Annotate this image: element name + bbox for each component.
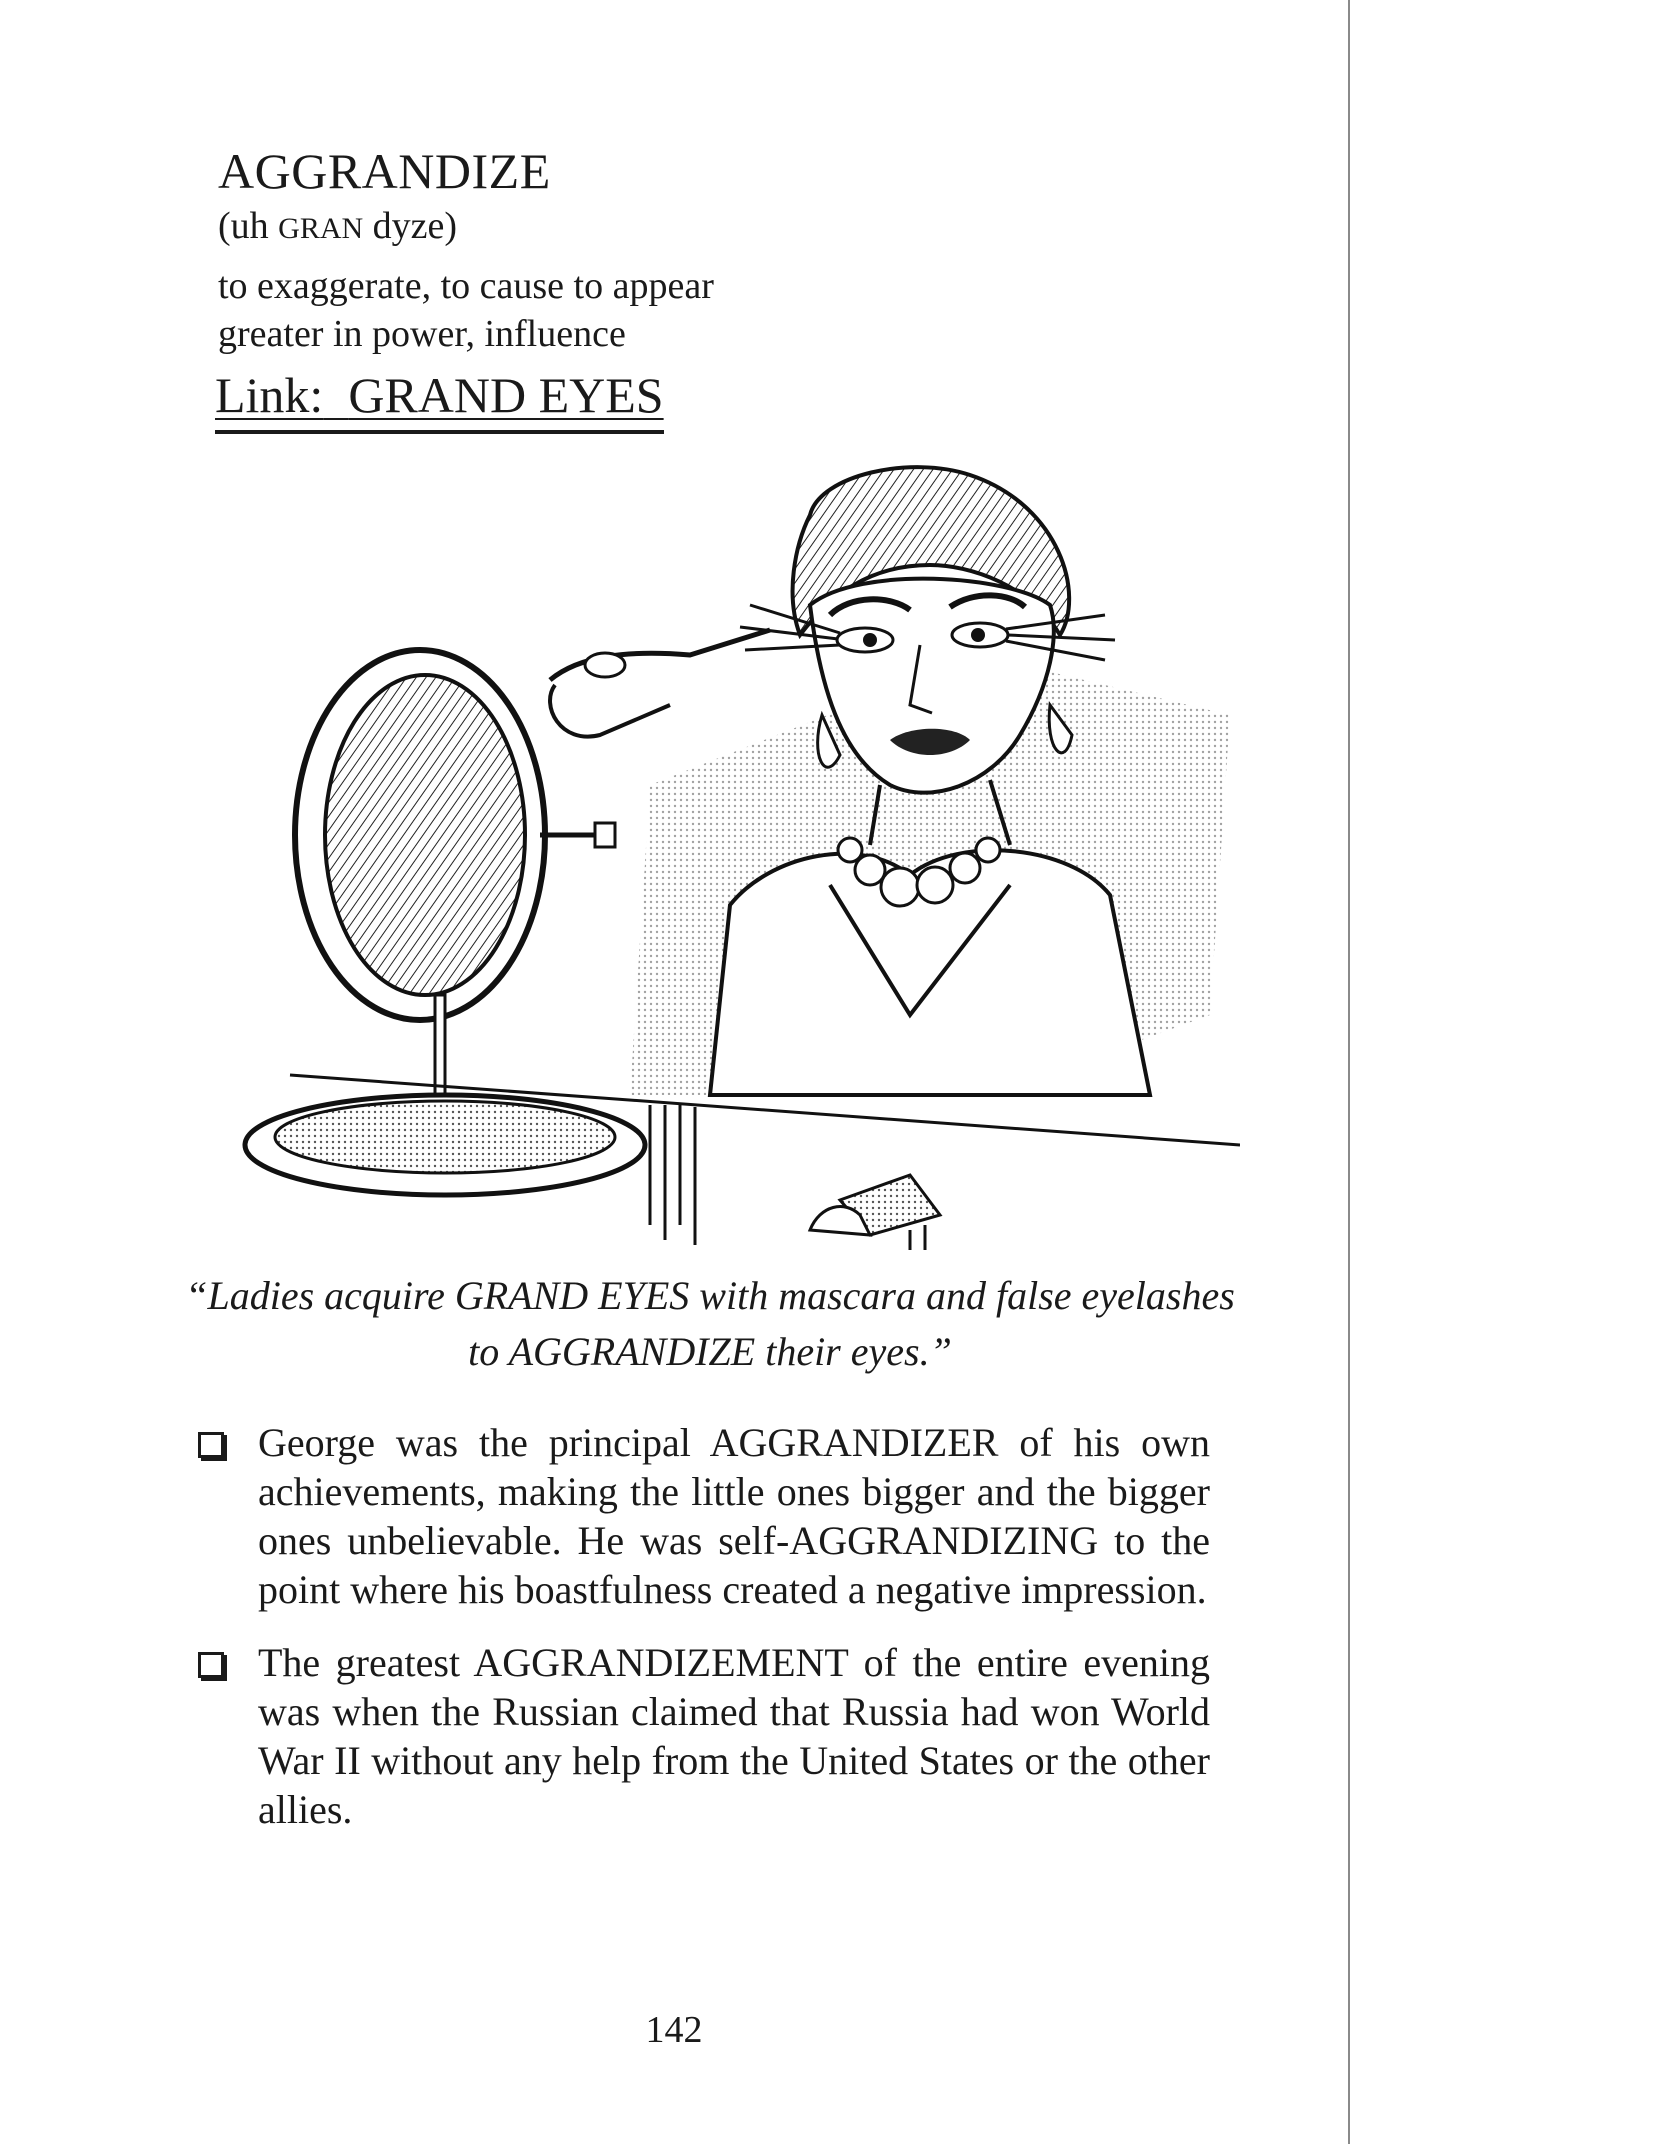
- checkbox-bullet-icon: [198, 1652, 224, 1678]
- example-text: George was the principal AGGRANDIZER of his own achievements, making the little ones bigger and the bigger ones unbelievable. He was self-AGGRANDIZING to the point where his boastfulness created a negative impression.: [258, 1420, 1210, 1612]
- link-mnemonic: Link: GRAND EYES: [215, 366, 664, 434]
- definition-line-1: to exaggerate, to cause to appear: [218, 265, 714, 307]
- example-item: [190, 1418, 1210, 1614]
- page-edge-rule: [1348, 0, 1350, 2144]
- pronunciation: (uh GRAN dyze): [218, 205, 458, 247]
- example-text: The greatest AGGRANDIZEMENT of the entire evening was when the Russian claimed that Russia had won World War II without any help from the United States or the other allies.: [258, 1640, 1210, 1832]
- definition-line-2: greater in power, influence: [218, 313, 626, 355]
- page-number: 142: [645, 2009, 703, 2051]
- example-list: [190, 1418, 1210, 1858]
- example-item: [190, 1638, 1210, 1834]
- checkbox-bullet-icon: [198, 1432, 224, 1458]
- definition: [218, 262, 918, 358]
- woman-applying-mascara-illustration: [210, 455, 1240, 1250]
- illustration-caption: “Ladies acquire GRAND EYES with mascara and false eyelashes to AGGRANDIZE their eyes.”: [185, 1273, 1235, 1374]
- headword: AGGRANDIZE: [218, 143, 551, 199]
